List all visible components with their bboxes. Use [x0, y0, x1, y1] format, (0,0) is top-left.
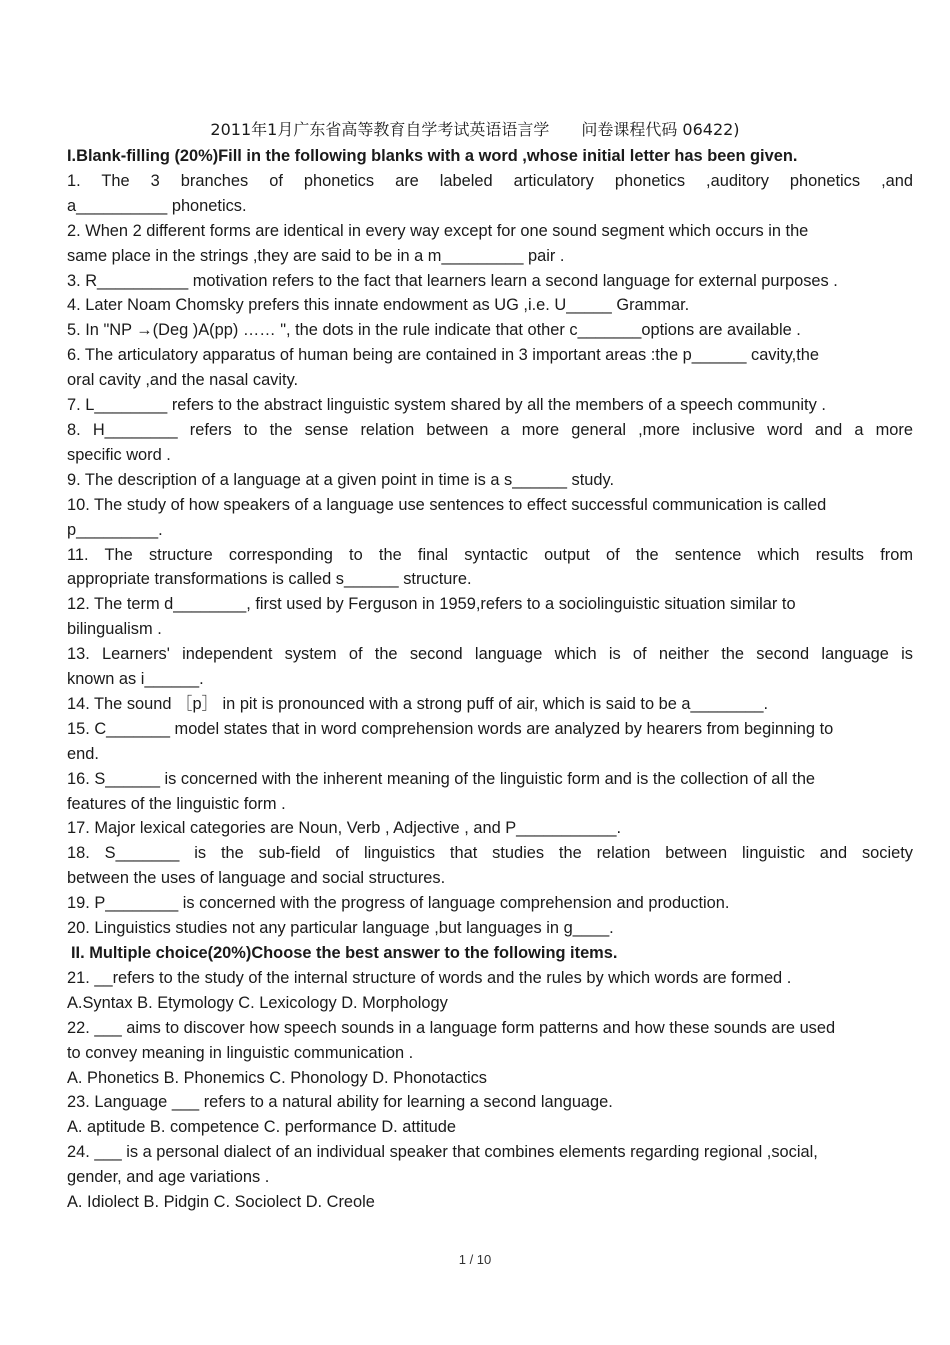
text-line: 10. The study of how speakers of a language use sentences to effect successful communication is called: [67, 495, 827, 514]
text-line: p_________.: [67, 520, 163, 539]
page-number: 1 / 10: [458, 1252, 492, 1267]
text-line: 2. When 2 different forms are identical in every way except for one sound segment which occurs in the: [67, 221, 809, 240]
text-line: 3. R__________ motivation refers to the fact that learners learn a second language for external purposes .: [67, 271, 838, 290]
text-line: 4. Later Noam Chomsky prefers this innate endowment as UG ,i.e. U_____ Grammar.: [67, 296, 690, 315]
text-line: features of the linguistic form .: [67, 794, 286, 813]
text-line: 5. In "NP →(Deg )A(pp) …… ", the dots in the rule indicate that other c_______options are available .: [67, 321, 801, 340]
text-line: A. Phonetics B. Phonemics C. Phonology D. Phonotactics: [67, 1068, 488, 1087]
text-line: 21. __refers to the study of the internal structure of words and the rules by which words are formed .: [67, 968, 792, 987]
section-heading-multiple-choice: II. Multiple choice(20%)Choose the best answer to the following items.: [71, 944, 618, 962]
text-line: to convey meaning in linguistic communication .: [67, 1043, 414, 1062]
text-line: 16. S______ is concerned with the inherent meaning of the linguistic form and is the collection of all the: [67, 769, 816, 788]
text-line: 22. ___ aims to discover how speech sounds in a language form patterns and how these sounds are used: [67, 1018, 836, 1037]
text-line: 24. ___ is a personal dialect of an individual speaker that combines elements regarding regional ,social,: [67, 1143, 818, 1162]
text-line: known as i______.: [67, 670, 204, 689]
text-line: 14. The sound ［p］ in pit is pronounced with a strong puff of air, which is said to be a________.: [67, 694, 768, 713]
text-line: appropriate transformations is called s______ structure.: [67, 570, 472, 589]
text-line: 13. Learners' independent system of the second language which is of neither the second language is: [67, 645, 913, 664]
text-line: 8. H________ refers to the sense relation between a more general ,more inclusive word and a more: [67, 420, 913, 439]
text-line: 12. The term d________, first used by Ferguson in 1959,refers to a sociolinguistic situation similar to: [67, 595, 796, 614]
text-line: 19. P________ is concerned with the progress of language comprehension and production.: [67, 894, 730, 913]
section-blank-filling: [67, 169, 913, 941]
text-line: specific word .: [67, 445, 171, 464]
text-line: between the uses of language and social structures.: [67, 869, 446, 888]
text-line: 11. The structure corresponding to the final syntactic output of the sentence which results from: [67, 545, 913, 564]
text-line: A.Syntax B. Etymology C. Lexicology D. Morphology: [67, 993, 448, 1012]
text-line: a__________ phonetics.: [67, 196, 247, 215]
text-line: 20. Linguistics studies not any particular language ,but languages in g____.: [67, 919, 614, 938]
text-line: bilingualism .: [67, 620, 162, 639]
text-line: same place in the strings ,they are said to be in a m_________ pair .: [67, 246, 565, 265]
text-line: 17. Major lexical categories are Noun, Verb , Adjective , and P___________.: [67, 819, 621, 838]
text-line: 9. The description of a language at a given point in time is a s______ study.: [67, 470, 615, 489]
document-body: [67, 144, 913, 1215]
text-line: end.: [67, 744, 99, 763]
section-heading-blank-filling: I.Blank-filling (20%)Fill in the following blanks with a word ,whose initial letter has been given.: [67, 147, 798, 165]
text-line: A. aptitude B. competence C. performance D. attitude: [67, 1118, 457, 1137]
text-line: 1. The 3 branches of phonetics are labeled articulatory phonetics ,auditory phonetics ,and: [67, 171, 913, 190]
text-line: gender, and age variations .: [67, 1168, 270, 1187]
page-title: 2011年1月广东省高等教育自学考试英语语言学 问卷课程代码 06422): [210, 120, 740, 139]
text-line: 15. C_______ model states that in word comprehension words are analyzed by hearers from beginning to: [67, 719, 834, 738]
text-line: 23. Language ___ refers to a natural ability for learning a second language.: [67, 1093, 613, 1112]
text-line: 7. L________ refers to the abstract linguistic system shared by all the members of a speech community .: [67, 396, 826, 415]
section-multiple-choice: [67, 966, 913, 1215]
text-line: 6. The articulatory apparatus of human being are contained in 3 important areas :the p______ cavity,the: [67, 346, 820, 365]
text-line: 18. S_______ is the sub-field of linguistics that studies the relation between linguistic and society: [67, 844, 913, 863]
text-line: oral cavity ,and the nasal cavity.: [67, 371, 299, 390]
text-line: A. Idiolect B. Pidgin C. Sociolect D. Creole: [67, 1193, 375, 1212]
